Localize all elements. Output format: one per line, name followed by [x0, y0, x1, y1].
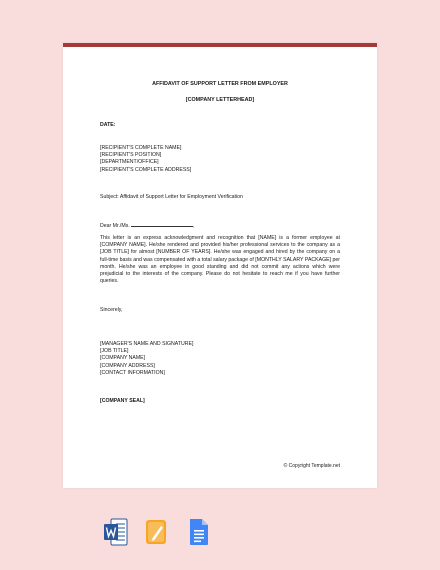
salutation [100, 221, 195, 230]
word-icon[interactable] [104, 518, 128, 546]
letterhead-placeholder: [COMPANY LETTERHEAD] [185, 97, 255, 103]
recipient-block [100, 145, 191, 174]
manager-name: [MANAGER'S NAME AND SIGNATURE] [100, 341, 194, 347]
name-blank-line [131, 221, 193, 227]
copyright-text: © Copyright Template.net [283, 463, 340, 469]
pages-icon[interactable] [145, 518, 169, 546]
company-seal: [COMPANY SEAL] [100, 398, 145, 404]
recipient-name: [RECIPIENT'S COMPLETE NAME] [100, 145, 182, 151]
google-docs-icon[interactable] [187, 518, 211, 546]
recipient-address: [RECIPIENT'S COMPLETE ADDRESS] [100, 166, 192, 173]
company-address: [COMPANY ADDRESS] [100, 362, 155, 369]
salutation-text: Dear Mr./Ms. [100, 223, 130, 229]
date-label: DATE: [100, 122, 116, 128]
company-name: [COMPANY NAME] [100, 355, 146, 362]
salutation-comma: , [193, 223, 195, 229]
letter-body: This letter is an express acknowledgment and recognition that [NAME] is a former employee at [COMPANY NAME]. He/she rendered and provided his/her professional services to the company as a [JOB TITLE] for almost [NUMBER OF YEARS]. He/she was engaged and hired by the company on a full-time basis and was compensated with a total salary package of [MONTHLY SALARY PACKAGE] per month. He/she was an employee in good standing and did not commit any actions which were prejudicial to the interests of the company. Please do not hesitate to reach me if you have further queries. [100, 235, 340, 285]
recipient-department: [DEPARTMENT/OFFICE] [100, 159, 159, 166]
recipient-position: [RECIPIENT'S POSITION] [100, 152, 162, 159]
manager-job-title: [JOB TITLE] [100, 348, 129, 355]
accent-bar [63, 43, 377, 47]
signature-block [100, 341, 193, 377]
document-page [63, 43, 377, 488]
subject-line: Subject: Affidavit of Support Letter for Employment Verification [100, 194, 243, 200]
document-title: AFFIDAVIT OF SUPPORT LETTER FROM EMPLOYER [152, 81, 288, 87]
contact-information: [CONTACT INFORMATION] [100, 369, 165, 376]
closing: Sincerely, [100, 307, 123, 313]
